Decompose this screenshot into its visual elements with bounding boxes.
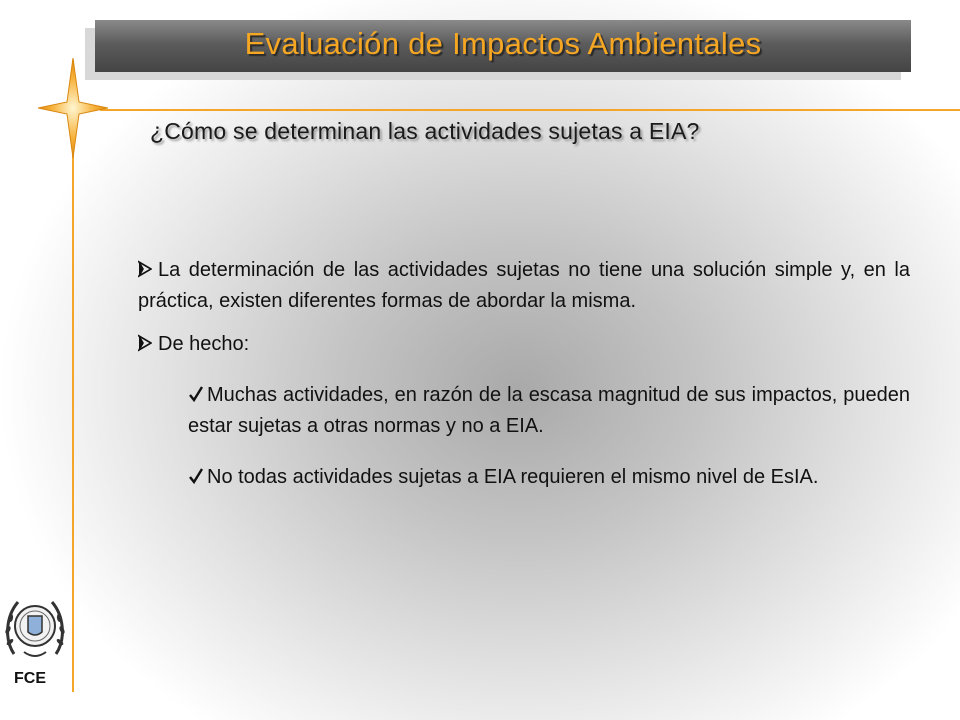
slide-subtitle: ¿Cómo se determinan las actividades sujetas a EIA?	[150, 118, 700, 144]
university-seal-icon	[2, 594, 68, 666]
star-icon	[38, 58, 108, 158]
sub-bullet-item	[188, 462, 910, 493]
sub-bullet-text: No todas actividades sujetas a EIA requieren el mismo nivel de EsIA.	[207, 466, 819, 488]
bullet-text: La determinación de las actividades sujetas no tiene una solución simple y, en la práctica, existen diferentes formas de abordar la misma.	[138, 259, 910, 312]
slide-title: Evaluación de Impactos Ambientales	[244, 26, 762, 61]
checkmark-icon	[188, 385, 204, 403]
bullet-text: De hecho:	[158, 333, 250, 355]
arrow-bullet-icon	[138, 334, 152, 352]
title-banner	[95, 20, 911, 72]
sub-bullet-item	[188, 380, 910, 442]
arrow-bullet-icon	[138, 260, 152, 278]
accent-horizontal-line	[100, 109, 960, 111]
bullet-item	[138, 329, 910, 360]
org-label: FCE	[14, 670, 46, 687]
checkmark-icon	[188, 467, 204, 485]
sub-bullet-text: Muchas actividades, en razón de la escasa magnitud de sus impactos, pueden estar sujetas a otras normas y no a EIA.	[188, 384, 910, 437]
slide-content	[138, 255, 910, 505]
bullet-item	[138, 255, 910, 317]
